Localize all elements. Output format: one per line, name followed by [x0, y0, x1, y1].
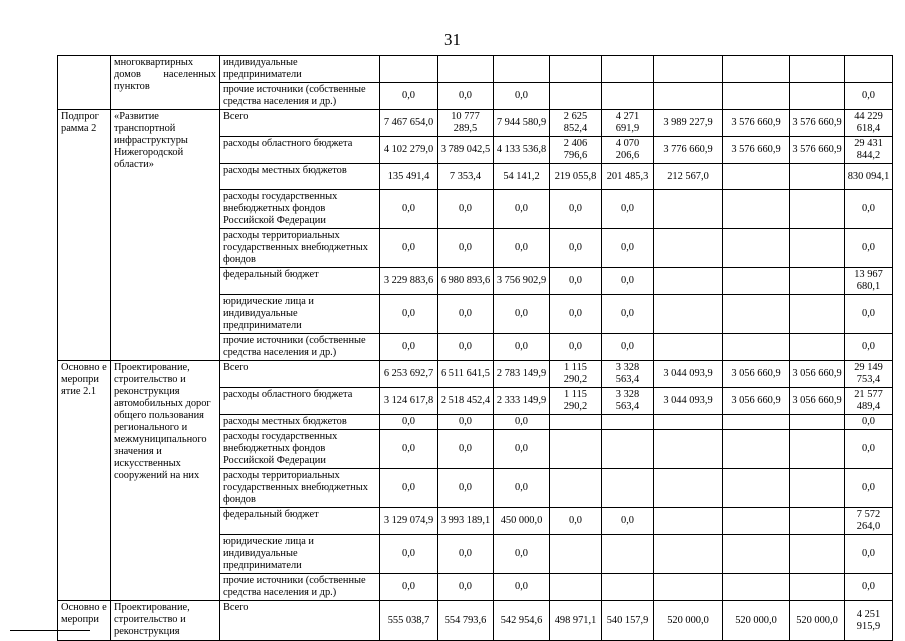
value-cell: 0,0	[845, 574, 893, 601]
value-cell: 0,0	[438, 83, 494, 110]
value-cell: 0,0	[845, 295, 893, 334]
value-cell: 0,0	[438, 334, 494, 361]
value-cell: 3 056 660,9	[723, 361, 790, 388]
funding-source-cell: расходы областного бюджета	[220, 388, 380, 415]
value-cell	[790, 574, 845, 601]
funding-source-cell: Всего	[220, 361, 380, 388]
value-cell	[550, 83, 602, 110]
value-cell: 0,0	[494, 83, 550, 110]
value-cell: 0,0	[380, 415, 438, 430]
value-cell	[602, 430, 654, 469]
value-cell: 0,0	[845, 430, 893, 469]
value-cell	[550, 56, 602, 83]
value-cell: 3 328 563,4	[602, 361, 654, 388]
program-name-cell: «Развитие транспортной инфраструктуры Нижегородской области»	[111, 110, 220, 361]
funding-source-cell: индивидуальные предприниматели	[220, 56, 380, 83]
program-name-cell: Проектирование, строительство и реконструкция	[111, 601, 220, 641]
funding-source-cell: расходы государственных внебюджетных фондов Российской Федерации	[220, 430, 380, 469]
funding-source-cell: юридические лица и индивидуальные предприниматели	[220, 295, 380, 334]
value-cell: 0,0	[438, 469, 494, 508]
program-name-cell: Проектирование, строительство и реконструкция автомобильных дорог общего пользования регионального и межмуниципального значения и искусственных сооружений на них	[111, 361, 220, 601]
value-cell: 520 000,0	[790, 601, 845, 641]
value-cell: 3 056 660,9	[790, 361, 845, 388]
value-cell: 7 944 580,9	[494, 110, 550, 137]
value-cell: 7 353,4	[438, 164, 494, 190]
value-cell: 0,0	[380, 469, 438, 508]
value-cell: 6 511 641,5	[438, 361, 494, 388]
value-cell	[723, 574, 790, 601]
value-cell	[845, 56, 893, 83]
funding-source-cell: расходы областного бюджета	[220, 137, 380, 164]
value-cell: 21 577 489,4	[845, 388, 893, 415]
table-row	[58, 361, 893, 388]
value-cell	[790, 508, 845, 535]
value-cell: 520 000,0	[723, 601, 790, 641]
value-cell: 3 789 042,5	[438, 137, 494, 164]
value-cell: 7 572 264,0	[845, 508, 893, 535]
value-cell: 0,0	[380, 334, 438, 361]
value-cell: 2 783 149,9	[494, 361, 550, 388]
funding-source-cell: федеральный бюджет	[220, 508, 380, 535]
value-cell: 0,0	[550, 334, 602, 361]
value-cell: 3 056 660,9	[790, 388, 845, 415]
value-cell	[654, 295, 723, 334]
value-cell	[654, 535, 723, 574]
value-cell: 0,0	[845, 415, 893, 430]
value-cell	[654, 508, 723, 535]
value-cell: 2 518 452,4	[438, 388, 494, 415]
value-cell	[654, 415, 723, 430]
value-cell: 0,0	[494, 190, 550, 229]
funding-source-cell: прочие источники (собственные средства населения и др.)	[220, 574, 380, 601]
value-cell	[602, 469, 654, 508]
funding-source-cell: расходы местных бюджетов	[220, 415, 380, 430]
table-row	[58, 110, 893, 137]
value-cell: 0,0	[494, 334, 550, 361]
value-cell: 0,0	[494, 415, 550, 430]
value-cell: 0,0	[438, 535, 494, 574]
value-cell	[602, 535, 654, 574]
program-code-cell: Подпрог рамма 2	[58, 110, 111, 361]
value-cell: 29 431 844,2	[845, 137, 893, 164]
value-cell: 0,0	[602, 190, 654, 229]
value-cell	[380, 56, 438, 83]
value-cell: 0,0	[845, 334, 893, 361]
value-cell: 0,0	[380, 574, 438, 601]
funding-source-cell: расходы государственных внебюджетных фондов Российской Федерации	[220, 190, 380, 229]
value-cell: 540 157,9	[602, 601, 654, 641]
value-cell	[602, 83, 654, 110]
value-cell: 0,0	[550, 229, 602, 268]
value-cell	[550, 415, 602, 430]
value-cell: 212 567,0	[654, 164, 723, 190]
value-cell	[654, 229, 723, 268]
value-cell: 135 491,4	[380, 164, 438, 190]
value-cell: 555 038,7	[380, 601, 438, 641]
funding-source-cell: Всего	[220, 601, 380, 641]
program-code-cell: Основно е меропри	[58, 601, 111, 641]
program-code-cell	[58, 56, 111, 110]
value-cell	[550, 430, 602, 469]
value-cell: 54 141,2	[494, 164, 550, 190]
value-cell: 0,0	[845, 83, 893, 110]
value-cell: 0,0	[845, 190, 893, 229]
value-cell	[723, 229, 790, 268]
value-cell	[723, 415, 790, 430]
value-cell: 0,0	[380, 190, 438, 229]
funding-source-cell: федеральный бюджет	[220, 268, 380, 295]
value-cell	[723, 190, 790, 229]
value-cell	[790, 430, 845, 469]
value-cell: 3 756 902,9	[494, 268, 550, 295]
table-row	[58, 56, 893, 83]
value-cell: 4 271 691,9	[602, 110, 654, 137]
value-cell	[790, 83, 845, 110]
value-cell: 3 129 074,9	[380, 508, 438, 535]
value-cell	[723, 268, 790, 295]
value-cell: 3 576 660,9	[723, 110, 790, 137]
value-cell	[723, 430, 790, 469]
value-cell: 3 576 660,9	[790, 110, 845, 137]
value-cell: 0,0	[380, 83, 438, 110]
value-cell	[723, 295, 790, 334]
value-cell	[790, 164, 845, 190]
value-cell: 0,0	[845, 469, 893, 508]
value-cell	[550, 574, 602, 601]
value-cell: 3 989 227,9	[654, 110, 723, 137]
value-cell	[790, 56, 845, 83]
value-cell	[654, 83, 723, 110]
value-cell: 3 056 660,9	[723, 388, 790, 415]
value-cell: 3 993 189,1	[438, 508, 494, 535]
value-cell: 0,0	[602, 268, 654, 295]
funding-source-cell: прочие источники (собственные средства населения и др.)	[220, 334, 380, 361]
value-cell: 0,0	[602, 295, 654, 334]
value-cell: 0,0	[494, 574, 550, 601]
value-cell	[723, 535, 790, 574]
value-cell: 0,0	[550, 508, 602, 535]
value-cell: 3 776 660,9	[654, 137, 723, 164]
value-cell: 0,0	[550, 190, 602, 229]
value-cell: 3 229 883,6	[380, 268, 438, 295]
value-cell: 450 000,0	[494, 508, 550, 535]
value-cell: 3 576 660,9	[723, 137, 790, 164]
value-cell	[723, 83, 790, 110]
funding-source-cell: прочие источники (собственные средства населения и др.)	[220, 83, 380, 110]
value-cell	[494, 56, 550, 83]
value-cell	[790, 469, 845, 508]
value-cell: 4 133 536,8	[494, 137, 550, 164]
value-cell	[602, 415, 654, 430]
value-cell	[602, 574, 654, 601]
value-cell	[654, 469, 723, 508]
footnote-rule	[10, 630, 90, 631]
value-cell: 0,0	[494, 295, 550, 334]
value-cell: 0,0	[602, 229, 654, 268]
value-cell	[654, 268, 723, 295]
value-cell: 1 115 290,2	[550, 361, 602, 388]
value-cell: 0,0	[602, 508, 654, 535]
value-cell: 0,0	[380, 229, 438, 268]
value-cell	[790, 190, 845, 229]
value-cell: 1 115 290,2	[550, 388, 602, 415]
value-cell: 44 229 618,4	[845, 110, 893, 137]
value-cell: 0,0	[438, 295, 494, 334]
funding-source-cell: юридические лица и индивидуальные предприниматели	[220, 535, 380, 574]
value-cell: 0,0	[550, 268, 602, 295]
value-cell: 0,0	[438, 574, 494, 601]
value-cell: 3 328 563,4	[602, 388, 654, 415]
value-cell	[654, 334, 723, 361]
value-cell: 0,0	[380, 430, 438, 469]
value-cell: 0,0	[550, 295, 602, 334]
value-cell	[723, 164, 790, 190]
value-cell	[723, 508, 790, 535]
value-cell: 6 980 893,6	[438, 268, 494, 295]
value-cell	[790, 295, 845, 334]
page-number: 31	[444, 30, 461, 49]
value-cell: 4 102 279,0	[380, 137, 438, 164]
value-cell: 0,0	[494, 535, 550, 574]
value-cell	[790, 535, 845, 574]
value-cell: 0,0	[438, 430, 494, 469]
value-cell: 520 000,0	[654, 601, 723, 641]
value-cell: 554 793,6	[438, 601, 494, 641]
value-cell: 219 055,8	[550, 164, 602, 190]
value-cell: 0,0	[438, 190, 494, 229]
value-cell: 4 251 915,9	[845, 601, 893, 641]
value-cell: 10 777 289,5	[438, 110, 494, 137]
budget-table	[57, 55, 893, 641]
value-cell: 2 625 852,4	[550, 110, 602, 137]
value-cell	[654, 190, 723, 229]
funding-source-cell: Всего	[220, 110, 380, 137]
value-cell	[654, 574, 723, 601]
value-cell	[723, 469, 790, 508]
program-code-cell: Основно е меропри ятие 2.1	[58, 361, 111, 601]
value-cell	[438, 56, 494, 83]
value-cell: 0,0	[494, 469, 550, 508]
value-cell: 3 576 660,9	[790, 137, 845, 164]
funding-source-cell: расходы местных бюджетов	[220, 164, 380, 190]
value-cell: 7 467 654,0	[380, 110, 438, 137]
value-cell: 29 149 753,4	[845, 361, 893, 388]
value-cell: 13 967 680,1	[845, 268, 893, 295]
value-cell: 2 333 149,9	[494, 388, 550, 415]
value-cell: 3 044 093,9	[654, 361, 723, 388]
value-cell	[654, 56, 723, 83]
value-cell: 0,0	[438, 415, 494, 430]
value-cell: 0,0	[438, 229, 494, 268]
value-cell: 0,0	[380, 535, 438, 574]
value-cell: 0,0	[494, 430, 550, 469]
value-cell: 0,0	[602, 334, 654, 361]
value-cell: 498 971,1	[550, 601, 602, 641]
value-cell	[550, 535, 602, 574]
funding-source-cell: расходы территориальных государственных внебюджетных фондов	[220, 469, 380, 508]
value-cell: 201 485,3	[602, 164, 654, 190]
value-cell: 0,0	[845, 229, 893, 268]
value-cell	[654, 430, 723, 469]
value-cell: 4 070 206,6	[602, 137, 654, 164]
value-cell	[602, 56, 654, 83]
funding-source-cell: расходы территориальных государственных внебюджетных фондов	[220, 229, 380, 268]
value-cell: 3 044 093,9	[654, 388, 723, 415]
value-cell	[790, 229, 845, 268]
value-cell	[723, 56, 790, 83]
value-cell	[790, 334, 845, 361]
value-cell	[790, 415, 845, 430]
value-cell: 0,0	[845, 535, 893, 574]
value-cell	[550, 469, 602, 508]
value-cell: 0,0	[380, 295, 438, 334]
value-cell: 3 124 617,8	[380, 388, 438, 415]
table-row	[58, 601, 893, 641]
value-cell: 2 406 796,6	[550, 137, 602, 164]
value-cell: 830 094,1	[845, 164, 893, 190]
program-name-cell: многоквартирных домов населенных пунктов	[111, 56, 220, 110]
value-cell: 6 253 692,7	[380, 361, 438, 388]
value-cell	[790, 268, 845, 295]
value-cell	[723, 334, 790, 361]
value-cell: 542 954,6	[494, 601, 550, 641]
value-cell: 0,0	[494, 229, 550, 268]
